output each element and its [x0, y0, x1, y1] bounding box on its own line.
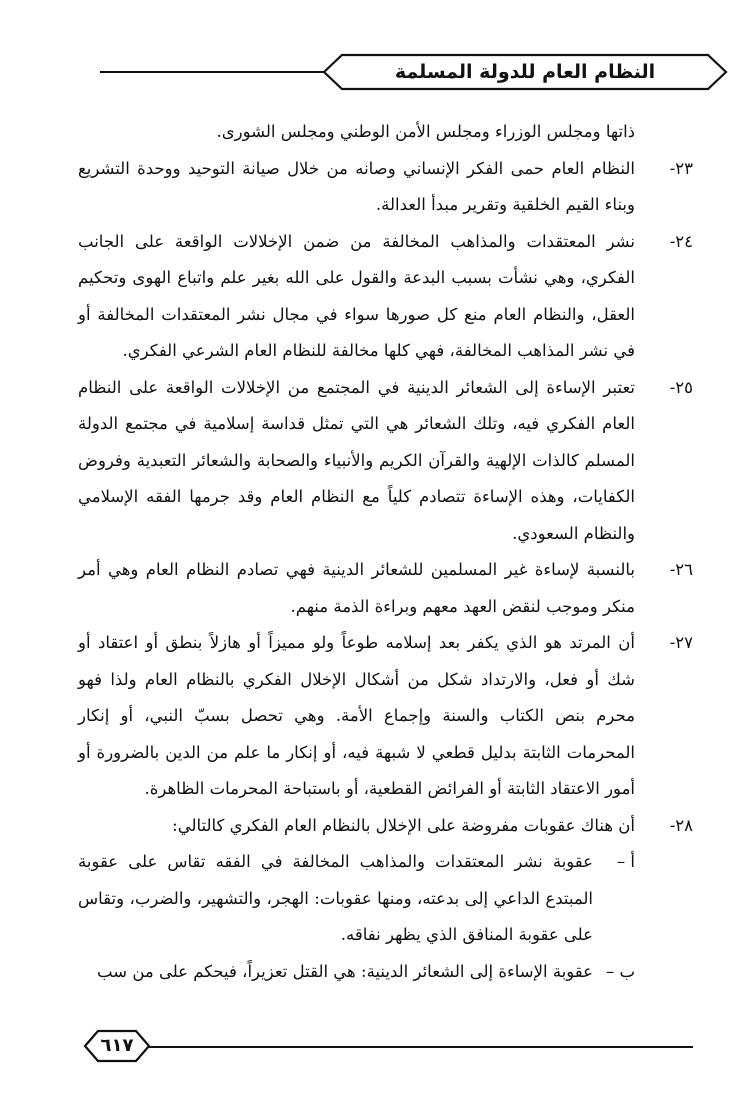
item-text: نشر المعتقدات والمذاهب المخالفة من ضمن الإخلالات الواقعة على الجانب الفكري، وهي نشأت بسبب البدعة والقول على الله بغير علم واتباع الهوى وتحكيم العقل، والنظام العام منع كل صورها سواء في مجال نشر المعتقدات المخالفة أو في نشر المذاهب المخالفة، فهي كلها مخالفة للنظام العام الشرعي الفكري.	[78, 231, 635, 360]
item-number: ٢٥-	[669, 377, 693, 397]
numbered-item	[78, 552, 693, 625]
numbered-item	[78, 625, 693, 808]
numbered-item	[78, 808, 693, 845]
item-text: بالنسبة لإساءة غير المسلمين للشعائر الدينية فهي تصادم النظام العام وهي أمر منكر وموجب لنقض العهد معهم وبراءة الذمة منهم.	[78, 560, 635, 616]
page-body	[78, 114, 693, 990]
item-number: ٢٧-	[669, 633, 693, 652]
item-number: ٢٦-	[669, 560, 693, 579]
item-number: ٢٨-	[669, 815, 693, 835]
sub-item-text: عقوبة نشر المعتقدات والمذاهب المخالفة في الفقه تقاس على عقوبة المبتدع الداعي إلى بدعته، ومنها عقوبات: الهجر، والتشهير، والضرب، وتقاس على عقوبة المنافق الذي يظهر نفاقه.	[78, 852, 593, 944]
item-text: تعتبر الإساءة إلى الشعائر الدينية في المجتمع من الإخلالات الواقعة على النظام العام الفكري فيه، وتلك الشعائر هي التي تمثل قداسة إسلامية في مجتمع الدولة المسلم كالذات الإلهية والقرآن الكريم والأنبياء والصحابة والشعائر التعبدية وفروض الكفايات، وهذه الإساءة تتصادم كلياً مع النظام العام وقد جرمها الفقه الإسلامي والنظام السعودي.	[78, 377, 635, 543]
continuation-paragraph: ذاتها ومجلس الوزراء ومجلس الأمن الوطني ومجلس الشورى.	[216, 122, 635, 141]
numbered-item	[78, 370, 693, 553]
page-number-box	[82, 1028, 152, 1064]
running-header-title: النظام العام للدولة المسلمة	[394, 61, 656, 83]
item-text: أن المرتد هو الذي يكفر بعد إسلامه طوعاً ولو مميزاً أو هازلاً بنطق أو اعتقاد أو شك أو فعل، والارتداد شكل من أشكال الإخلال الفكري بالنظام العام ولذا فهو محرم بنص الكتاب والسنة وإجماع الأمة. وهي تحصل بسبّ النبي، أو إنكار المحرمات الثابتة بدليل قطعي لا شبهة فيه، أو إنكار ما علم من الدين بالضرورة أو أمور الاعتقاد الثابتة أو الفرائض القطعية، أو باستباحة المحرمات الظاهرة.	[78, 633, 635, 798]
footer-rule	[140, 1046, 693, 1048]
running-header	[320, 52, 730, 92]
sub-item	[78, 954, 635, 991]
sub-item-marker: ب –	[605, 961, 635, 981]
item-number: ٢٤-	[669, 231, 693, 251]
page-number: ٦١٧	[100, 1035, 134, 1056]
item-text: أن هناك عقوبات مفروضة على الإخلال بالنظام العام الفكري كالتالي:	[172, 815, 635, 835]
numbered-item	[78, 224, 693, 370]
numbered-item	[78, 151, 693, 224]
item-number: ٢٣-	[669, 158, 693, 178]
item-text: النظام العام حمى الفكر الإنساني وصانه من خلال صيانة التوحيد ووحدة التشريع وبناء القيم الخلقية وتقرير مبدأ العدالة.	[78, 158, 635, 214]
sub-item-marker: أ –	[616, 852, 635, 871]
sub-item-text: عقوبة الإساءة إلى الشعائر الدينية: هي القتل تعزيراً، فيحكم على من سب	[97, 961, 593, 981]
sub-item	[78, 844, 635, 954]
